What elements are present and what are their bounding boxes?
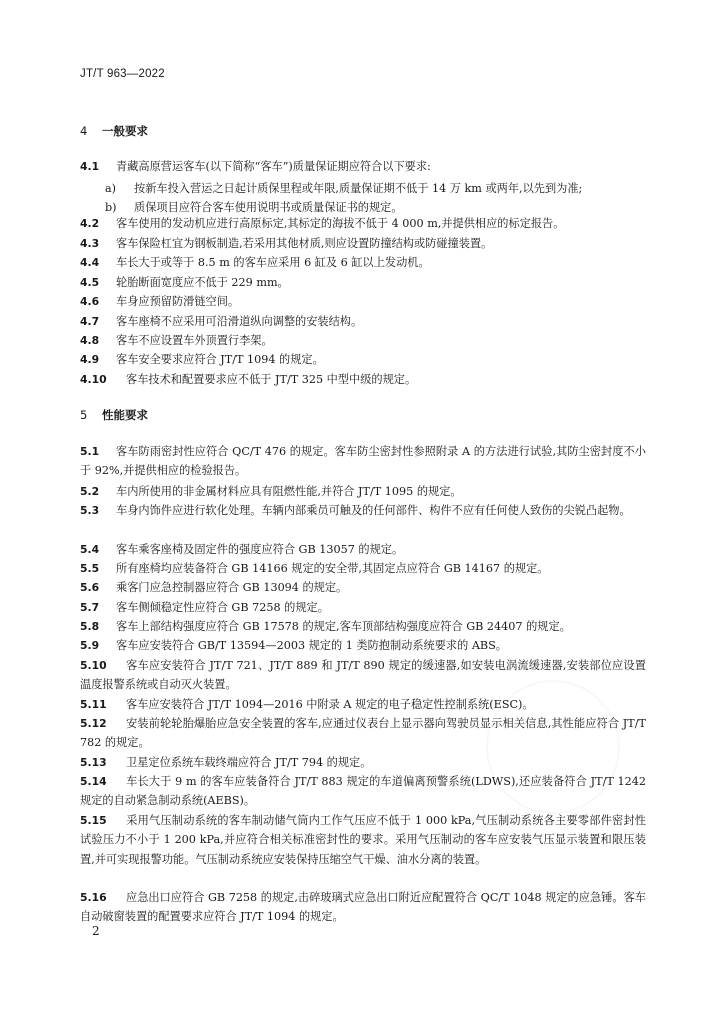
clause-text: 车长大于 9 m 的客车应装备符合 JT/T 883 规定的车道偏离预警系统(LDWS),还应装备符合 JT/T 1242 规定的自动紧急制动系统(AEBS)。: [80, 775, 646, 808]
sub-item-text: 按新车投入营运之日起计质保里程或年限,质量保证期不低于 14 万 km 或两年,以先到为准;: [134, 182, 583, 195]
clause-text: 所有座椅均应装备符合 GB 14166 规定的安全带,其固定点应符合 GB 14167 的规定。: [116, 562, 549, 575]
clause-number: 5.7: [80, 601, 100, 614]
clause-text: 车内所使用的非金属材料应具有阻燃性能,并符合 JT/T 1095 的规定。: [116, 485, 462, 498]
clause-number: 5.16: [80, 891, 107, 904]
clause-4-1: [80, 157, 646, 176]
clause-5-4: [80, 540, 646, 559]
clause-number: 5.4: [80, 543, 100, 556]
clause-5-1: [80, 442, 646, 481]
clause-4-5: [80, 273, 646, 292]
clause-5-7: [80, 598, 646, 617]
clause-text: 客车保险杠宜为钢板制造,若采用其他材质,则应设置防撞结构或防碰撞装置。: [116, 237, 493, 250]
clause-text: 客车技术和配置要求应不低于 JT/T 325 中型中级的规定。: [126, 373, 417, 386]
clause-4-8: [80, 331, 646, 350]
clause-4-10: [80, 370, 646, 389]
clause-5-3: [80, 501, 646, 520]
clause-text: 客车乘客座椅及固定件的强度应符合 GB 13057 的规定。: [116, 543, 404, 556]
clause-number: 4.3: [80, 237, 100, 250]
clause-number: 5.12: [80, 717, 107, 730]
section-number: 5: [80, 408, 88, 422]
clause-number: 5.10: [80, 659, 107, 672]
clause-number: 5.14: [80, 775, 107, 788]
clause-text: 客车应安装符合 JT/T 1094—2016 中附录 A 规定的电子稳定性控制系统(ESC)。: [126, 698, 534, 711]
clause-number: 5.9: [80, 639, 100, 652]
clause-text: 客车上部结构强度应符合 GB 17578 的规定,客车顶部结构强度应符合 GB 24407 的规定。: [116, 620, 571, 633]
clause-5-9: [80, 636, 646, 655]
sub-item-text: 质保项目应符合客车使用说明书或质量保证书的规定。: [134, 201, 403, 214]
clause-number: 4.4: [80, 256, 100, 269]
clause-number: 5.2: [80, 485, 100, 498]
clause-text: 客车侧倾稳定性应符合 GB 7258 的规定。: [116, 601, 329, 614]
clause-5-6: [80, 578, 646, 597]
section-5-heading: [80, 407, 646, 423]
clause-number: 5.6: [80, 581, 100, 594]
section-number: 4: [80, 124, 88, 138]
clause-text: 车长大于或等于 8.5 m 的客车应采用 6 缸及 6 缸以上发动机。: [116, 256, 430, 269]
clause-text: 应急出口应符合 GB 7258 的规定,击碎玻璃式应急出口附近应配置符合 QC/T 1048 规定的应急锤。客车自动破窗装置的配置要求应符合 JT/T 1094 的规定。: [80, 891, 646, 924]
clause-4-3: [80, 234, 646, 253]
clause-number: 4.8: [80, 334, 100, 347]
clause-5-12: [80, 714, 646, 753]
clause-number: 5.3: [80, 504, 100, 517]
clause-5-16: [80, 888, 646, 927]
clause-5-2: [80, 482, 646, 501]
clause-number: 4.5: [80, 276, 100, 289]
clause-number: 4.2: [80, 217, 100, 230]
clause-5-11: [80, 695, 646, 714]
clause-4-7: [80, 312, 646, 331]
clause-text: 客车座椅不应采用可沿滑道纵向调整的安装结构。: [116, 315, 363, 328]
clause-number: 5.13: [80, 756, 107, 769]
clause-5-8: [80, 617, 646, 636]
clause-number: 4.6: [80, 295, 100, 308]
clause-4-9: [80, 350, 646, 369]
clause-4-4: [80, 253, 646, 272]
sub-item-a: [105, 180, 646, 196]
clause-text: 安装前轮轮胎爆胎应急安全装置的客车,应通过仪表台上显示器向驾驶员显示相关信息,其性能应符合 JT/T 782 的规定。: [80, 717, 646, 750]
section-title: 性能要求: [102, 408, 148, 422]
clause-number: 5.15: [80, 814, 107, 827]
clause-text: 客车防雨密封性应符合 QC/T 476 的规定。客车防尘密封性参照附录 A 的方法进行试验,其防尘密封度不小于 92%,并提供相应的检验报告。: [80, 445, 646, 478]
clause-text: 客车不应设置车外顶置行李架。: [116, 334, 273, 347]
clause-text: 乘客门应急控制器应符合 GB 13094 的规定。: [116, 581, 348, 594]
clause-number: 4.7: [80, 315, 100, 328]
sub-item-letter: a): [105, 182, 117, 195]
section-title: 一般要求: [102, 124, 148, 138]
clause-text: 车身应预留防滑链空间。: [116, 295, 240, 308]
clause-number: 4.9: [80, 353, 100, 366]
sub-item-b: [105, 199, 646, 215]
clause-5-14: [80, 772, 646, 811]
sub-item-letter: b): [105, 201, 117, 214]
clause-text: 客车应安装符合 JT/T 721、JT/T 889 和 JT/T 890 规定的缓速器,如安装电涡流缓速器,安装部位应设置温度报警系统或自动灭火装置。: [80, 659, 646, 692]
clause-5-10: [80, 656, 646, 695]
clause-number: 4.10: [80, 373, 107, 386]
clause-4-6: [80, 292, 646, 311]
clause-text: 客车应安装符合 GB/T 13594—2003 规定的 1 类防抱制动系统要求的 ABS。: [116, 639, 507, 652]
clause-5-5: [80, 559, 646, 578]
clause-number: 5.8: [80, 620, 100, 633]
clause-text: 车身内饰件应进行软化处理。车辆内部乘员可触及的任何部件、构件不应有任何使人致伤的尖锐凸起物。: [116, 504, 631, 517]
clause-4-2: [80, 214, 646, 233]
clause-5-15: [80, 811, 646, 869]
clause-number: 4.1: [80, 160, 100, 173]
page-number: 2: [92, 924, 100, 938]
standard-code-header: JT/T 963—2022: [80, 68, 165, 80]
clause-text: 采用气压制动系统的客车制动储气筒内工作气压应不低于 1 000 kPa,气压制动系统各主要零部件密封性试验压力不小于 1 200 kPa,并应符合相关标准密封性的要求。采用气压制动的客车应安装气压显示装置和限压装置,并可实现报警功能。气压制动系统应安装保持压缩空气干燥、油水分离的装置。: [80, 814, 646, 866]
clause-text: 轮胎断面宽度应不低于 229 mm。: [116, 276, 289, 289]
clause-number: 5.5: [80, 562, 100, 575]
clause-number: 5.11: [80, 698, 107, 711]
clause-text: 卫星定位系统车载终端应符合 JT/T 794 的规定。: [126, 756, 372, 769]
clause-text: 青藏高原营运客车(以下简称“客车”)质量保证期应符合以下要求:: [116, 160, 431, 173]
clause-number: 5.1: [80, 445, 100, 458]
clause-text: 客车使用的发动机应进行高原标定,其标定的海拔不低于 4 000 m,并提供相应的标定报告。: [116, 217, 565, 230]
section-4-heading: [80, 123, 646, 139]
clause-text: 客车安全要求应符合 JT/T 1094 的规定。: [116, 353, 324, 366]
clause-5-13: [80, 753, 646, 772]
